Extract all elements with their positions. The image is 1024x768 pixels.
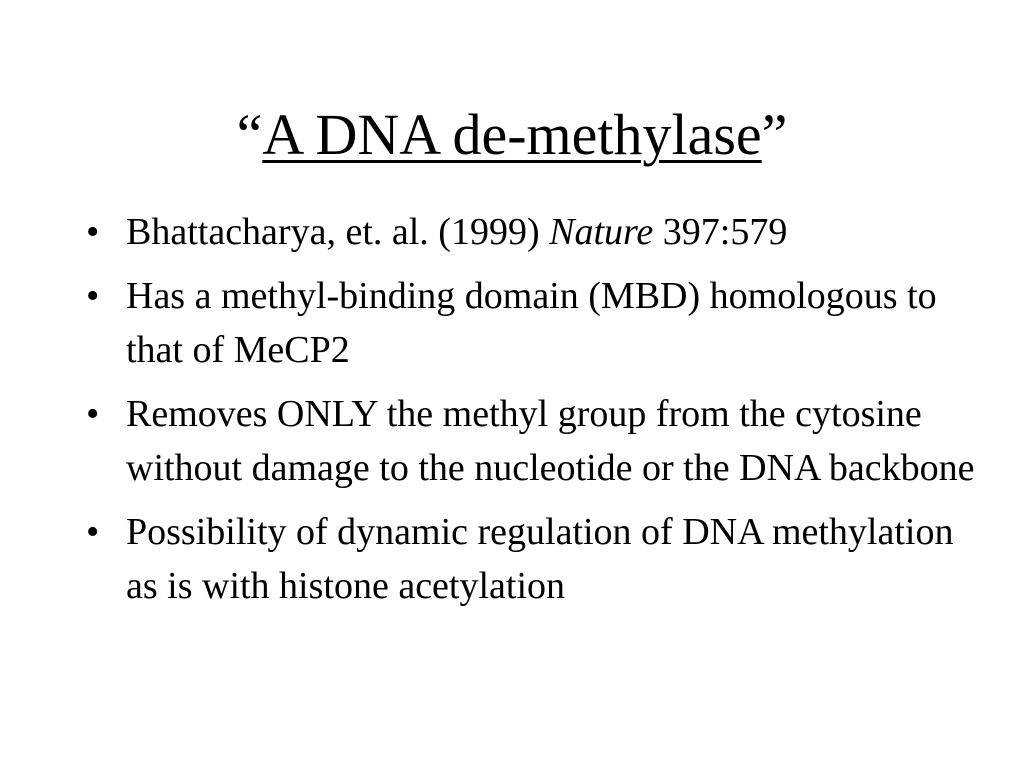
bullet-item bbox=[84, 269, 984, 377]
title-text: A DNA de-methylase bbox=[262, 102, 762, 167]
title-close-quote: ” bbox=[761, 102, 788, 167]
title-open-quote: “ bbox=[236, 102, 263, 167]
bullet-text: Removes ONLY the methyl group from the cytosine without damage to the nucleotide or the DNA backbone bbox=[126, 393, 975, 489]
bullet-marker: • bbox=[86, 211, 100, 253]
bullet-citation-authors: Bhattacharya, et. al. (1999) bbox=[126, 211, 550, 253]
bullet-citation-volume: 397:579 bbox=[653, 211, 788, 253]
bullet-marker: • bbox=[86, 275, 100, 317]
bullet-marker: • bbox=[86, 393, 100, 435]
bullet-item bbox=[84, 205, 984, 259]
bullet-text: Possibility of dynamic regulation of DNA methylation as is with histone acetylation bbox=[126, 511, 954, 607]
bullet-item bbox=[84, 387, 984, 495]
bullet-marker: • bbox=[86, 511, 100, 553]
bullet-citation-journal: Nature bbox=[549, 211, 654, 253]
bullet-text: Has a methyl-binding domain (MBD) homologous to that of MeCP2 bbox=[126, 275, 937, 371]
slide-title bbox=[0, 100, 1024, 170]
bullet-list bbox=[84, 205, 984, 623]
bullet-item bbox=[84, 505, 984, 613]
